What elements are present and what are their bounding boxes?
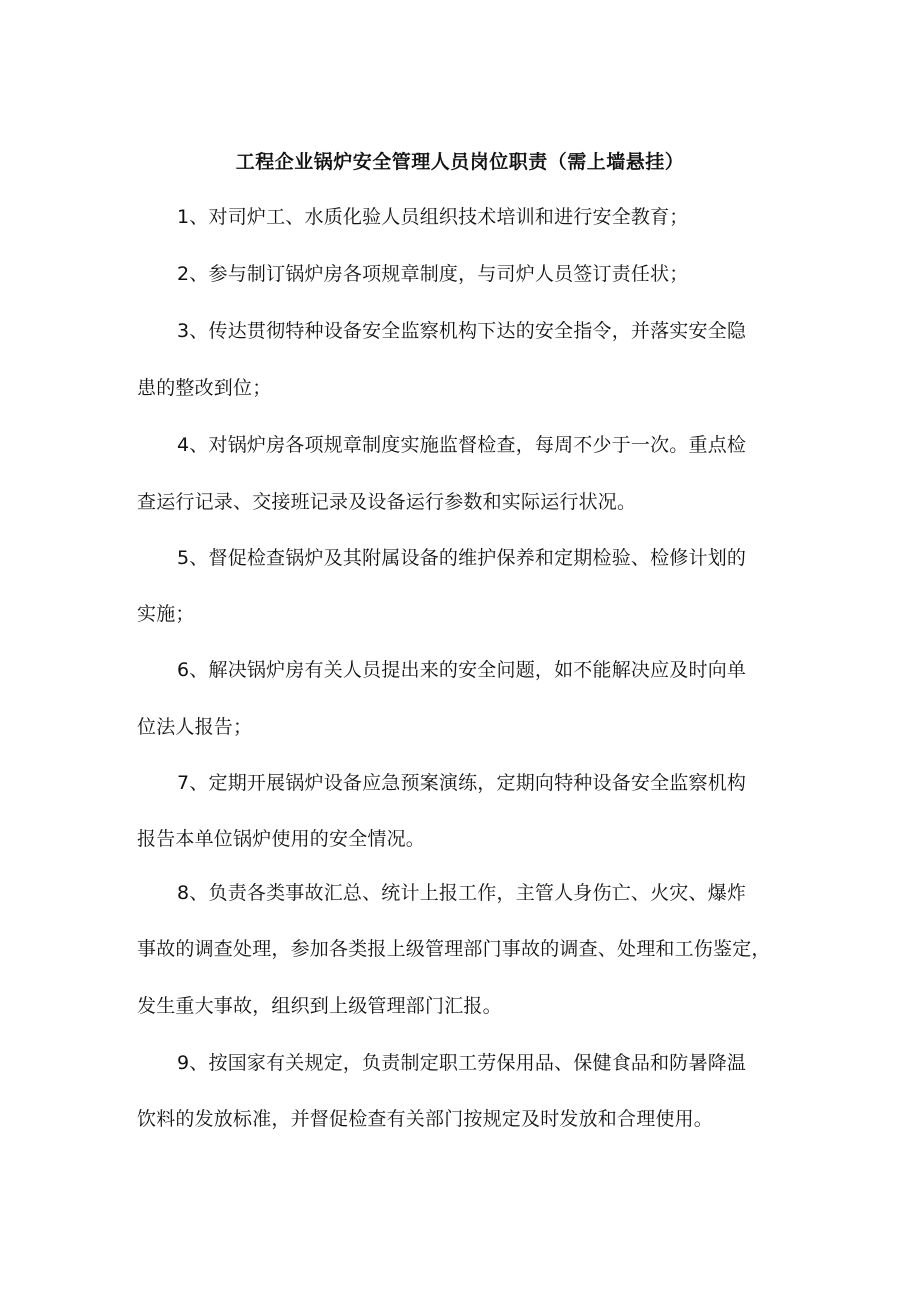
page-title: 工程企业锅炉安全管理人员岗位职责（需上墙悬挂） [235,151,685,173]
duty-item-5-line-1: 5、督促检查锅炉及其附属设备的维护保养和定期检验、检修计划的 [177,547,747,569]
duty-item-7-line-1: 7、定期开展锅炉设备应急预案演练，定期向特种设备安全监察机构 [177,772,747,794]
duty-item-8-line-3: 发生重大事故，组织到上级管理部门汇报。 [137,995,502,1017]
duty-item-4-line-2: 查运行记录、交接班记录及设备运行参数和实际运行状况。 [137,491,637,513]
duty-item-6-line-1: 6、解决锅炉房有关人员提出来的安全问题，如不能解决应及时向单 [177,659,747,681]
duty-item-3-line-2: 患的整改到位； [137,377,272,399]
duty-item-4-line-1: 4、对锅炉房各项规章制度实施监督检查，每周不少于一次。重点检 [177,434,747,456]
duty-item-2-line-1: 2、参与制订锅炉房各项规章制度，与司炉人员签订责任状； [177,263,689,285]
duty-item-1-line-1: 1、对司炉工、水质化验人员组织技术培训和进行安全教育； [177,206,689,228]
duty-item-9-line-2: 饮料的发放标准，并督促检查有关部门按规定及时发放和合理使用。 [137,1108,714,1130]
duty-item-6-line-2: 位法人报告； [137,716,253,738]
duty-item-5-line-2: 实施； [137,603,195,625]
duty-item-7-line-2: 报告本单位锅炉使用的安全情况。 [137,828,426,850]
duty-item-8-line-1: 8、负责各类事故汇总、统计上报工作，主管人身伤亡、火灾、爆炸 [177,882,747,904]
duty-item-8-line-2: 事故的调查处理，参加各类报上级管理部门事故的调查、处理和工伤鉴定， [137,938,771,960]
duty-item-9-line-1: 9、按国家有关规定，负责制定职工劳保用品、保健食品和防暑降温 [177,1052,747,1074]
duty-item-3-line-1: 3、传达贯彻特种设备安全监察机构下达的安全指令，并落实安全隐 [177,320,747,342]
